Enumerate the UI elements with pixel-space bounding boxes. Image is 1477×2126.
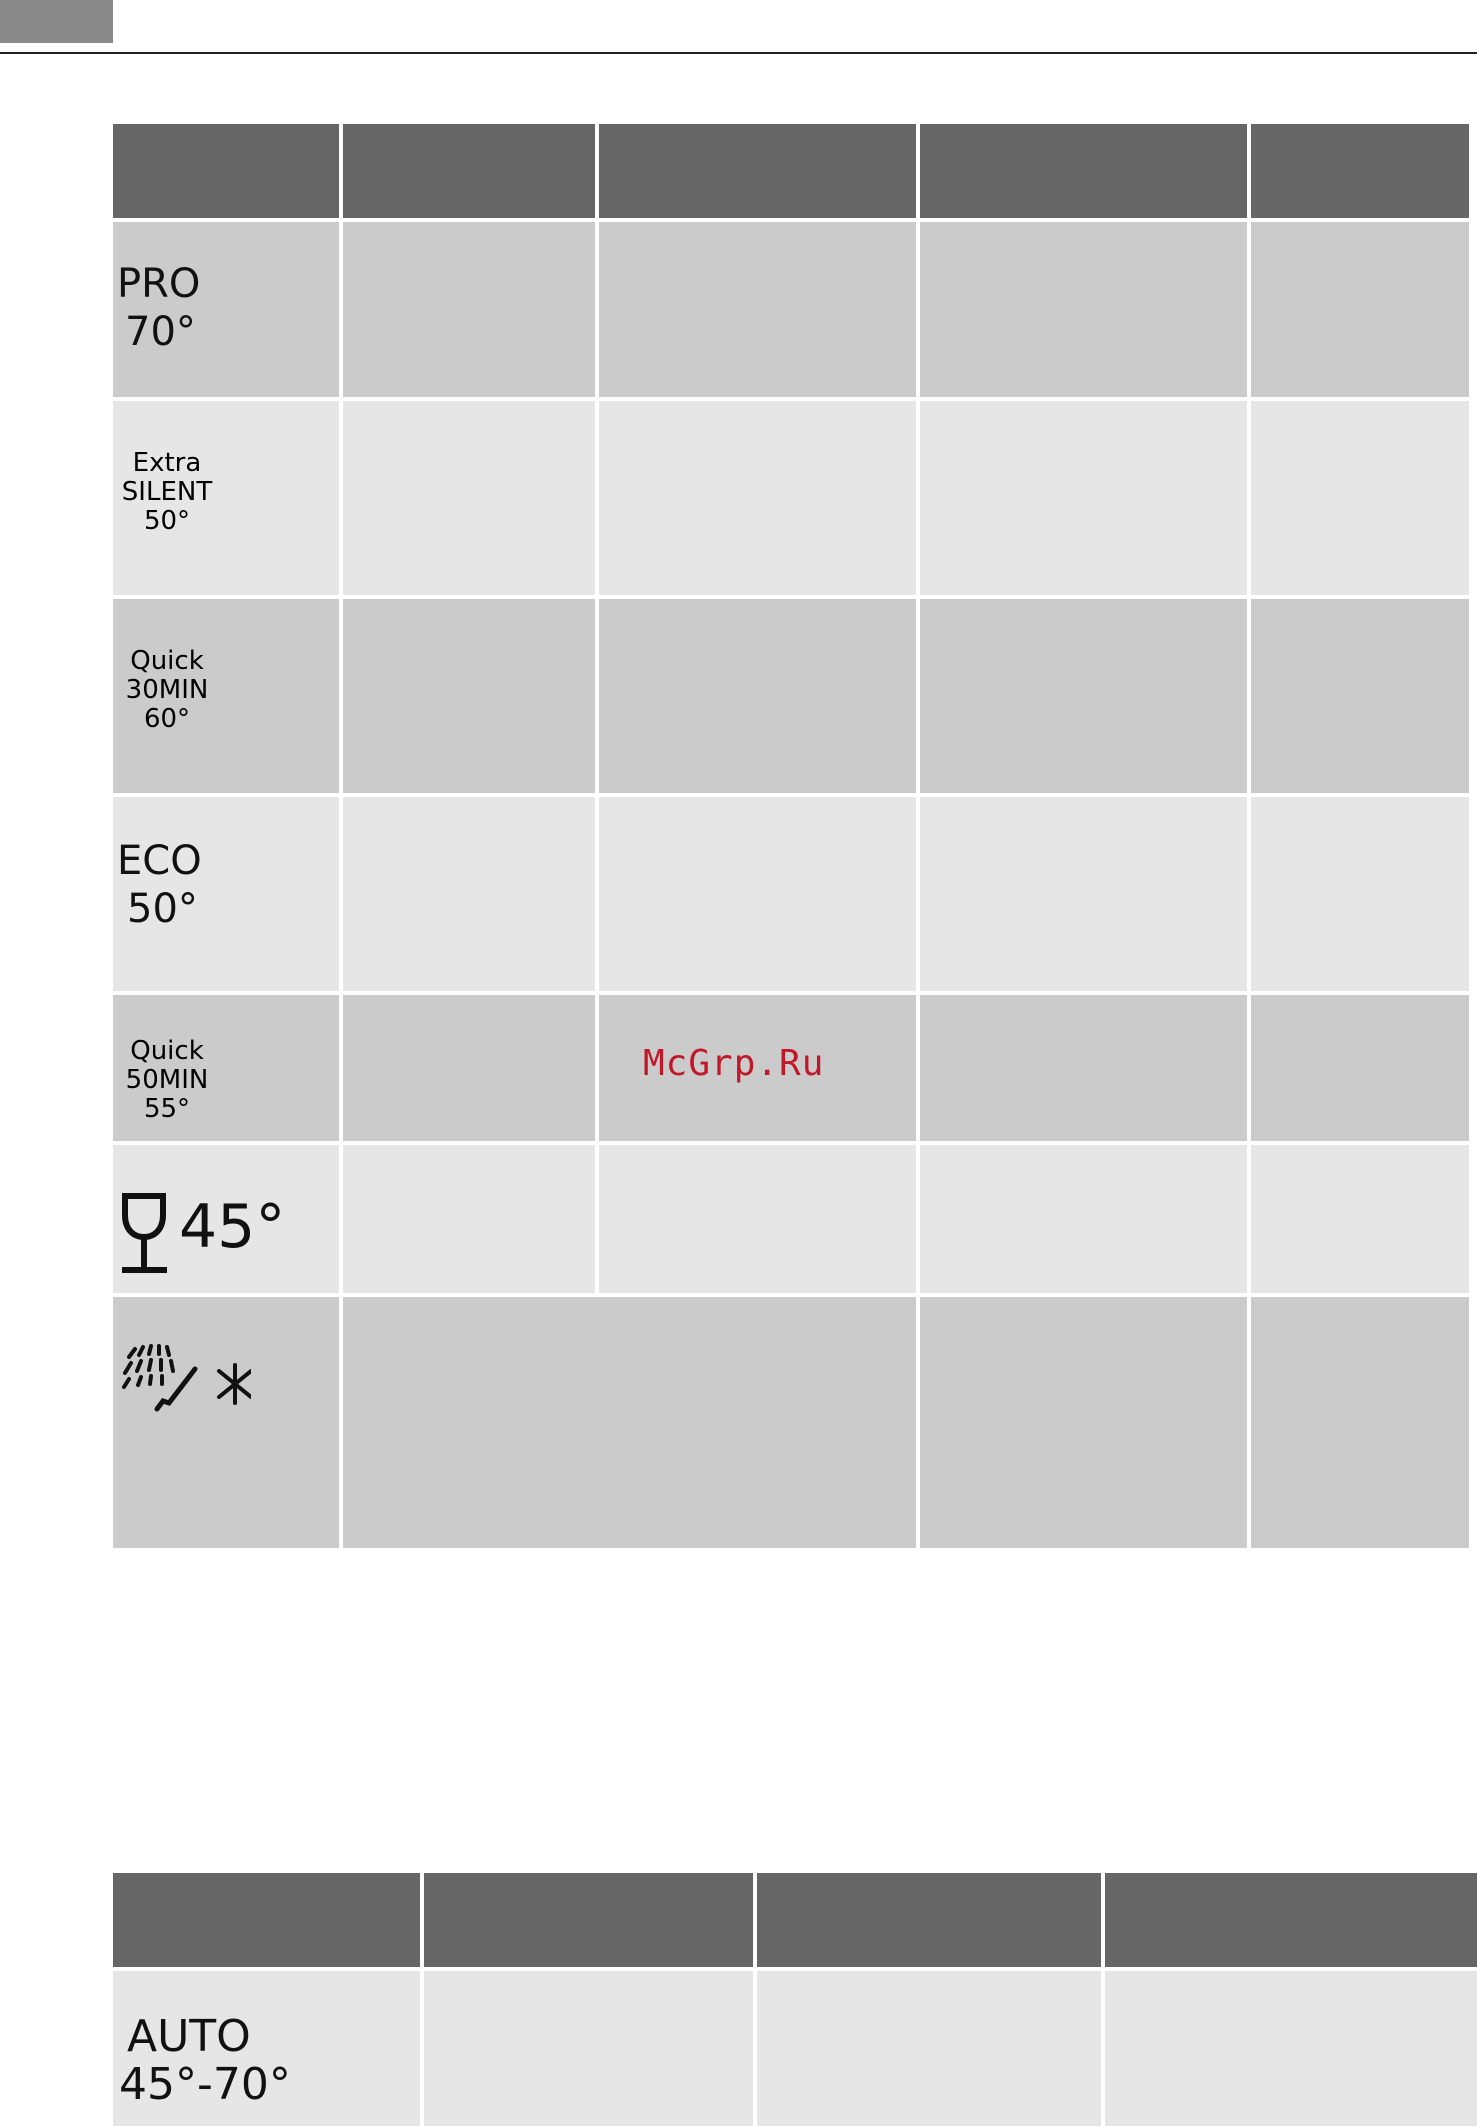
program-temperature: 50°: [127, 886, 198, 932]
table-cell: [757, 1971, 1101, 2126]
table-cell: [343, 222, 595, 397]
table-cell: [1251, 797, 1469, 991]
header-cell: [424, 1873, 753, 1967]
program-temperature: 70°: [125, 309, 196, 355]
program-name: PRO: [117, 261, 201, 307]
program-name: ECO: [117, 838, 202, 884]
program-label-quick-30min: [113, 599, 339, 793]
table-cell: [599, 599, 916, 793]
programs-table: [113, 124, 1477, 1548]
program-label-rinse-hold: [113, 1297, 339, 1548]
table-cell: [343, 995, 595, 1141]
table-cell: [920, 222, 1247, 397]
table-cell: [424, 1971, 753, 2126]
table-cell: [599, 401, 916, 595]
table-cell: [599, 222, 916, 397]
program-label-glass: [113, 1145, 339, 1293]
table-cell: [920, 1297, 1247, 1548]
table-cell: [920, 401, 1247, 595]
header-cell: [1105, 1873, 1477, 1967]
program-name-prefix: Extra: [132, 448, 202, 478]
table-cell: [1251, 222, 1469, 397]
program-label-eco: [113, 797, 339, 991]
table-cell: [920, 1145, 1247, 1293]
header-cell: [1251, 124, 1469, 218]
table-cell: [599, 797, 916, 991]
page-corner-tab: [0, 0, 113, 43]
header-cell: [343, 124, 595, 218]
wine-glass-icon: [119, 1193, 173, 1275]
header-cell: [113, 1873, 420, 1967]
program-temperature: 45°: [179, 1192, 286, 1262]
program-temperature: 45°-70°: [119, 2059, 291, 2110]
table-cell: [1251, 995, 1469, 1141]
program-name: 30MIN: [125, 675, 209, 705]
top-rule: [0, 52, 1477, 54]
table-cell: [343, 797, 595, 991]
auto-table: [113, 1873, 1477, 2126]
program-name: AUTO: [127, 2011, 251, 2062]
table-cell: [920, 797, 1247, 991]
program-name: 50MIN: [125, 1065, 209, 1095]
table-cell: [599, 1145, 916, 1293]
program-label-quick-50min: [113, 995, 339, 1141]
table-cell: [343, 401, 595, 595]
table-cell-merged: [343, 1297, 916, 1548]
watermark: McGrp.Ru: [643, 1043, 825, 1084]
program-label-pro: [113, 222, 339, 397]
program-name: SILENT: [121, 477, 213, 507]
header-cell: [599, 124, 916, 218]
program-temperature: 50°: [143, 506, 191, 536]
program-name-prefix: Quick: [130, 646, 204, 676]
header-cell: [113, 124, 339, 218]
header-cell: [920, 124, 1247, 218]
program-temperature: 55°: [143, 1094, 191, 1124]
program-label-auto: [113, 1971, 420, 2126]
table-cell: [920, 995, 1247, 1141]
program-label-extra-silent: [113, 401, 339, 595]
program-temperature: 60°: [143, 704, 191, 734]
rinse-and-hold-icon: [119, 1343, 251, 1423]
table-cell: [1105, 1971, 1477, 2126]
table-cell: [1251, 1145, 1469, 1293]
program-name-prefix: Quick: [130, 1036, 204, 1066]
table-cell: [1251, 599, 1469, 793]
table-cell: [1251, 401, 1469, 595]
table-cell: [343, 599, 595, 793]
header-cell: [757, 1873, 1101, 1967]
table-cell: [920, 599, 1247, 793]
table-cell: [1251, 1297, 1469, 1548]
table-cell: [343, 1145, 595, 1293]
